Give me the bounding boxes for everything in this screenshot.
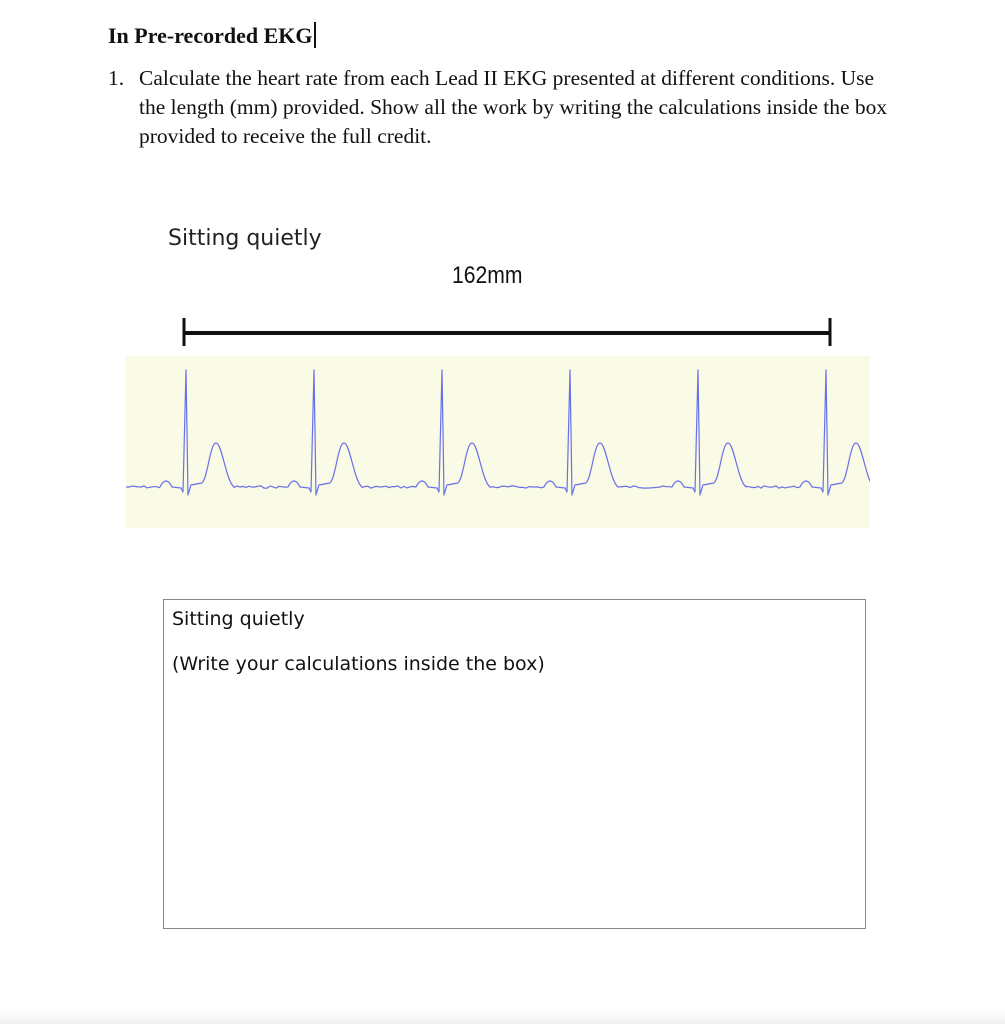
answer-box-title: Sitting quietly [172, 608, 305, 630]
answer-writing-area[interactable] [170, 690, 859, 922]
question-text: Calculate the heart rate from each Lead II EKG presented at different conditions. Use the length (mm) provided. Show all the work by writing the calculations inside the box provided to receive the full credit. [139, 66, 888, 148]
question-number: 1. [108, 66, 125, 90]
ekg-condition-label: Sitting quietly [168, 226, 322, 251]
ekg-trace-svg [126, 356, 870, 528]
ekg-strip [126, 356, 870, 528]
answer-box [163, 599, 866, 929]
measurement-scale-bar [0, 0, 1005, 360]
measurement-length-label: 162mm [452, 262, 523, 289]
ekg-trace [126, 370, 870, 495]
answer-box-instructions: (Write your calculations inside the box) [172, 653, 545, 675]
section-heading-text: In Pre-recorded EKG [108, 23, 313, 48]
page-bottom-edge [0, 1010, 1005, 1024]
